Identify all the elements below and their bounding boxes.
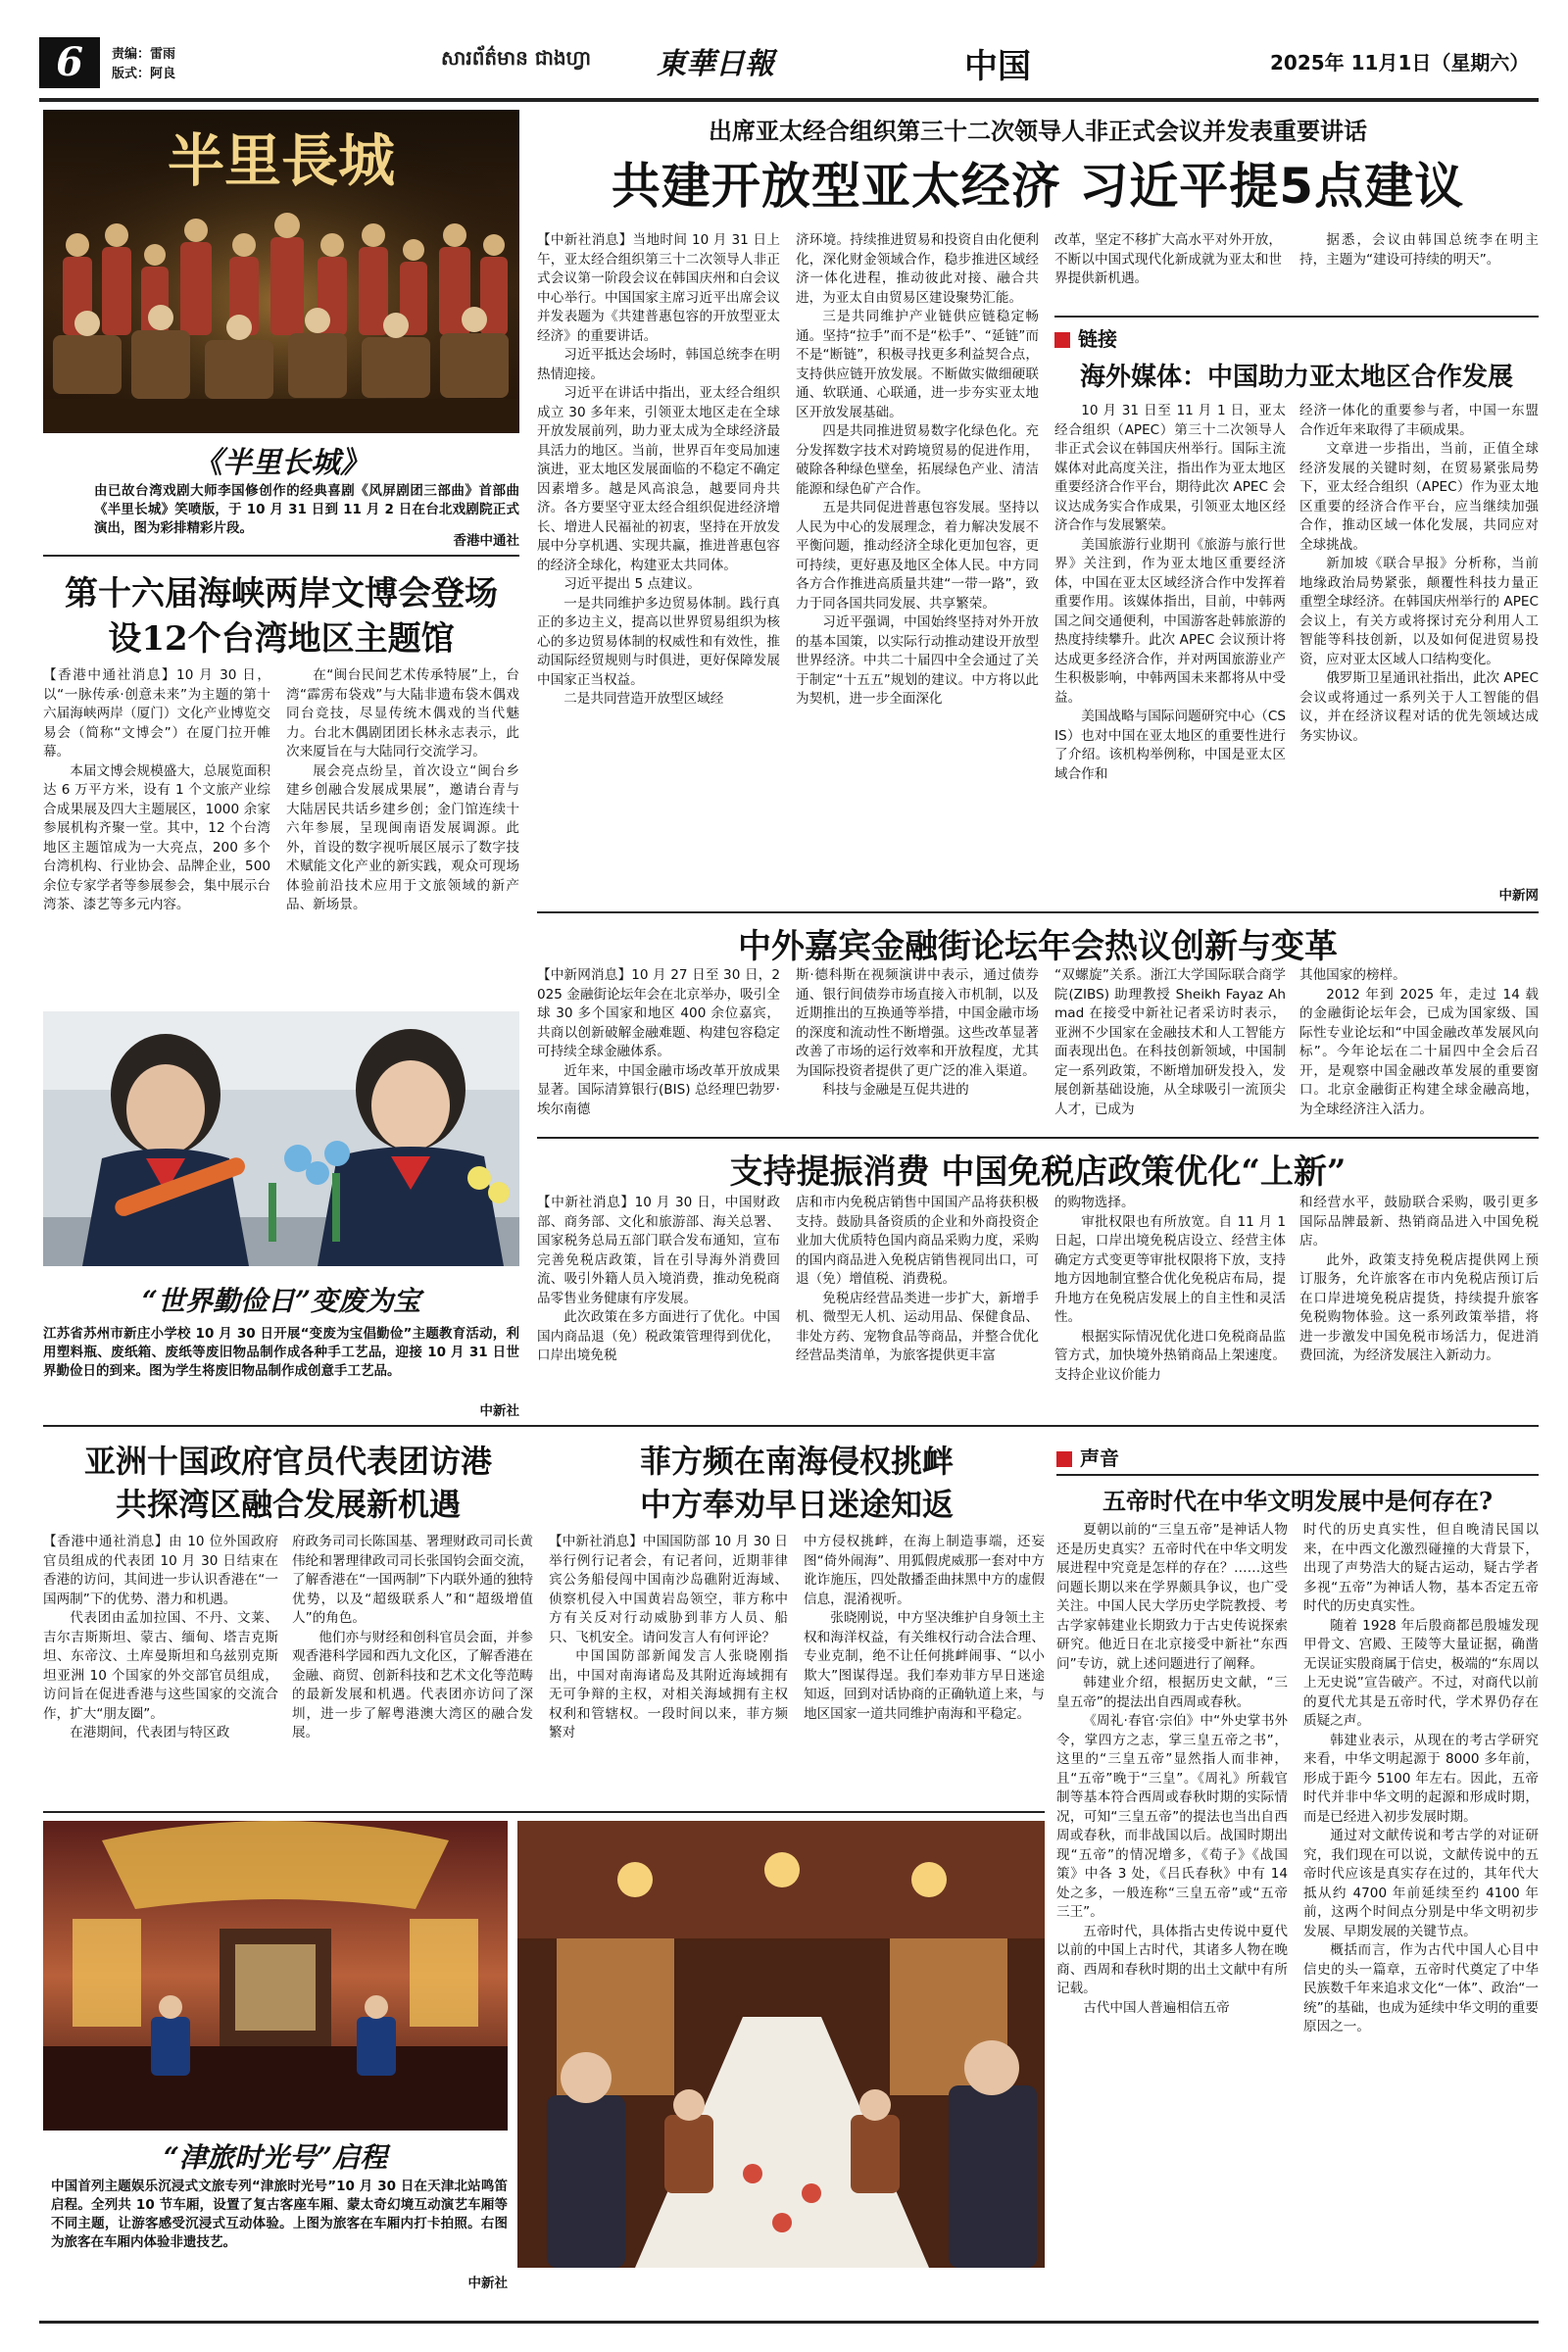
hk-column-1: 【香港中通社消息】由 10 位外国政府官员组成的代表团 10 月 30 日结束在香港的访问，其间进一步认识香港在“一国两制”下的优势、潜力和机遇。 代表团由孟加拉国、不丹、文莱、吉尔吉斯斯坦、蒙古、缅甸、塔吉克斯坦、东帝汶、土库曼斯坦和乌兹别克斯坦亚洲 10 个国家的外交部官员组成，访问旨在促进香港与这些国家的交流合作，扩大“朋友圈”。 在港期间，代表团与特区政 — [43, 1534, 278, 1740]
editor-line-1: 责编：雷雨 — [112, 47, 176, 62]
theatre-photo-title: 《半里长城》 — [193, 446, 369, 480]
philippines-headline-line2: 中方奉劝早日迷途知返 — [639, 1486, 954, 1523]
khmer-name: សារព័ត៌មាន ជាងហ្វា — [441, 46, 591, 70]
lead-headline: 共建开放型亚太经济 习近平提5点建议 — [611, 158, 1465, 215]
divider — [537, 1137, 1539, 1139]
editor-line-2: 版式：阿良 — [112, 67, 176, 81]
voice-column-1: 夏朝以前的“三皇五帝”是神话人物还是历史真实？五帝时代在中华文明发展进程中究竟是怎样的存在？……这些问题长期以来在学界颇具争议，也广受关注。中国人民大学历史学院教授、考古学家韩建业长期致力于古史传说探索研究。他近日在北京接受中新社“东西问”专访，就上述问题进行了阐释。 韩建业介绍，根据历史文献，“三皇五帝”的提法出自西周或春秋。 《周礼·春官·宗伯》中“外史掌书外令，掌四方之志，掌三皇五帝之书”，这里的“三皇五帝”显然指人而非神，且“五帝”晚于“三皇”。《周礼》所载官制等基本符合西周或春秋时期的实际情况，可知“三皇五帝”的提法也当出自西周或春秋，而非战国以后。战国时期出现“五帝”的情况增多，《荀子》《战国策》中各 3 处，《吕氏春秋》中有 14 处之多，一般连称“三皇五帝”或“五帝三王”。 五帝时代，具体指古史传说中夏代以前的中国上古时代，其诸多人物在晚商、西周和春秋时期的出土文献中有所记载。 古代中国人普遍相信五帝 — [1056, 1522, 1288, 2016]
expo-column-1: 【香港中通社消息】10 月 30 日，以“一脉传承·创意未来”为主题的第十六届海峡两岸（厦门）文化产业博览交易会（简称“文博会”）在厦门拉开帷幕。 本届文博会规模盛大，总展览面积达 6 万平方米，设有 1 个文旅产业综合成果展及四大主题展区，1000 余家参展机构齐聚一堂。其中，12 个台湾地区主题馆成为一大亮点，200 多个台湾机构、行业协会、品牌企业，500 余位专家学者等参展参会，集中展示台湾茶、漆艺等多元内容。 — [43, 667, 270, 912]
train-photo-caption: 中国首列主题娱乐沉浸式文旅专列“津旅时光号”10 月 30 日在天津北站鸣笛启程。全列共 10 节车厢，设置了复古客座车厢、蒙太奇幻境互动演艺车厢等不同主题，让游客感受沉浸式互动体验。上图为旅客在车厢内打卡拍照。右图为旅客在车厢内体验非遗技艺。 — [51, 2179, 508, 2250]
finance-column-1: 【中新网消息】10 月 27 日至 30 日，2025 金融街论坛年会在北京举办，吸引全球 30 多个国家和地区 400 余位嘉宾，共商以创新破解金融难题、构建包容稳定可持续全球金融体系。 近年来，中国金融市场改革开放成果显著。国际清算银行(BIS) 总经理巴勃罗·埃尔南德 — [537, 967, 780, 1117]
theatre-photo-credit: 香港中通社 — [453, 533, 519, 549]
philippines-column-1: 【中新社消息】中国国防部 10 月 30 日举行例行记者会，有记者问，近期菲律宾公务船侵闯中国南沙岛礁附近海域、侦察机侵入中国黄岩岛领空，菲方称中方有关反对行动威胁到菲方人员、船只、飞机安全。请问发言人有何评论？ 中国国防部新闻发言人张晓刚指出，中国对南海诸岛及其附近海域拥有无可争辩的主权，对相关海域拥有主权权利和管辖权。一段时间以来，菲方频繁对 — [549, 1534, 788, 1740]
link-column-2: 经济一体化的重要参与者，中国一东盟合作近年来取得了丰硕成果。 文章进一步指出，当前，正值全球经济发展的关键时刻，在贸易紧张局势下，亚太经合组织（APEC）作为亚太地区重要的经济合作平台，应当继续加强合作，推动区域一体化发展，共同应对全球挑战。 新加坡《联合早报》分析称，当前地缘政治局势紧张，颠覆性科技力量正重塑全球经济。在韩国庆州举行的 APEC 会议上，有关方或将探讨充分利用人工智能等科技创新，以及如何促进贸易投资，应对亚太区域人口结构变化。 俄罗斯卫星通讯社指出，此次 APEC 会议或将通过一系列关于人工智能的倡议，并在经济议程对话的优先领域达成务实协议。 — [1299, 403, 1539, 744]
students-photo-title: “世界勤俭日”变废为宝 — [141, 1285, 421, 1317]
expo-headline-line2: 设12个台湾地区主题馆 — [108, 619, 455, 659]
lead-column-1: 【中新社消息】当地时间 10 月 31 日上午，亚太经合组织第三十二次领导人非正式会议第一阶段会议在韩国庆州和白会议中心举行。中国国家主席习近平出席会议并发表题为《共建普惠包容的开放型亚太经济》的重要讲话。 习近平抵达会场时，韩国总统李在明热情迎接。 习近平在讲话中指出，亚太经合组织成立 30 多年来，引领亚太地区走在全球开放发展前列，助力亚太成为全球经济最具活力的地区。当前，世界百年变局加速演进，亚太地区发展面临的不稳定不确定因素增多。越是风高浪急，越要同舟共济。各方要坚守亚太经合组织促进经济增长、增进人民福祉的初衷，坚持在开放发展中分享机遇、实现共赢，推进普惠包容的经济全球化，构建亚太共同体。 习近平提出 5 点建议。 一是共同维护多边贸易体制。践行真正的多边主义，提高以世界贸易组织为核心的多边贸易体制的权威性和有效性，推动国际经贸规则与时俱进，更好保障发展中国家正当权益。 二是共同营造开放型区域经 — [537, 232, 780, 707]
divider — [537, 911, 1539, 913]
lead-column-4: 据悉，会议由韩国总统李在明主持，主题为“建设可持续的明天”。 — [1299, 232, 1539, 268]
dutyfree-column-4: 和经营水平，鼓励联合采购，吸引更多国际品牌最新、热销商品进入中国免税店。 此外，政策支持免税店提供网上预订服务，允许旅客在市内免税店预订后在口岸进境免税店提货，持续提升旅客免税购物体验。这一系列政策举措，将进一步激发中国免税市场活力，促进消费回流，为经济发展注入新动力。 — [1299, 1195, 1539, 1363]
finance-column-2: 斯·德科斯在视频演讲中表示，通过债券通、银行间债券市场直接入市机制，以及近期推出的互换通等举措，中国金融市场的深度和流动性不断增强。这些改革显著改善了市场的运行效率和开放程度，尤其为国际投资者提供了更广泛的准入渠道。 科技与金融是互促共进的 — [796, 967, 1039, 1098]
finance-column-4: 其他国家的榜样。 2012 年到 2025 年，走过 14 载的金融街论坛年会，已成为国家级、国际性专业论坛和“中国金融改革发展风向标”。今年论坛在二十届四中全会后召开，是观察中国金融改革发展的重要窗口。北京金融街正构建全球金融高地，为全球经济注入活力。 — [1299, 967, 1539, 1117]
students-photo-credit: 中新社 — [479, 1403, 519, 1419]
footer-rule — [39, 2321, 1539, 2324]
section-marker-icon — [1056, 1451, 1072, 1467]
philippines-column-2: 中方侵权挑衅，在海上制造事端，还妄图“倚外闹海”、用狐假虎威那一套对中方讹诈施压，四处散播歪曲抹黑中方的虚假信息，混淆视听。 张晓刚说，中方坚决维护自身领土主权和海洋权益，有关维权行动合法合理、专业克制，绝不让任何挑衅闹事、“以小欺大”图谋得逞。我们奉劝菲方早日迷途知返，回到对话协商的正确轨道上来，与地区国家一道共同维护南海和平稳定。 — [804, 1534, 1045, 1722]
lead-column-3: 改革，坚定不移扩大高水平对外开放，不断以中国式现代化新成就为亚太和世界提供新机遇。 — [1054, 232, 1282, 286]
train-photo-title: “津旅时光号”启程 — [163, 2141, 388, 2174]
dutyfree-column-2: 店和市内免税店销售中国国产品将获积极支持。鼓励具备资质的企业和外商投资企业加大优质特色国内商品采购力度，采购的国内商品进入免税店销售视同出口，可退（免）增值税、消费税。 免税店经营品类进一步扩大，新增手机、微型无人机、运动用品、保健食品、非处方药、宠物食品等商品，并整合优化经营品类清单，为旅客提供更丰富 — [796, 1195, 1039, 1363]
dutyfree-column-1: 【中新社消息】10 月 30 日，中国财政部、商务部、文化和旅游部、海关总署、国家税务总局五部门联合发布通知，宣布完善免税店政策，旨在引导海外消费回流、吸引外籍人员入境消费，推动免税商品零售业务健康有序发展。 此次政策在多方面进行了优化。中国国内商品退（免）税政策管理得到优化，口岸出境免税 — [537, 1195, 780, 1363]
theatre-photo — [43, 110, 519, 433]
hk-headline-line2: 共探湾区融合发展新机遇 — [115, 1486, 461, 1523]
lead-kicker: 出席亚太经合组织第三十二次领导人非正式会议并发表重要讲话 — [709, 118, 1367, 145]
train-photo-left — [43, 1821, 508, 2131]
voice-column-2: 时代的历史真实性，但自晚清民国以来，在中西文化激烈碰撞的大背景下，出现了声势浩大的疑古运动，疑古学者多视“五帝”为神话人物，基本否定五帝时代的历史真实性。 随着 1928 年后殷商都邑殷墟发现甲骨文、宫殿、王陵等大量证据，确凿无误证实殷商属于信史，极端的“东周以上无史说”宣告破产。不过，对商代以前的夏代尤其是五帝时代，学术界仍存在质疑之声。 韩建业表示，从现在的考古学研究来看，中华文明起源于 8000 多年前，形成于距今 5100 年左右。因此，五帝时代并非中华文明的起源和形成时期，而是已经进入初步发展时期。 通过对文献传说和考古学的对证研究，我们现在可以说，文献传说中的五帝时代应该是真实存在过的，其年代大抵从约 4700 年前延续至约 4100 年前，这两个时间点分别是中华文明初步发展、早期发展的关键节点。 概括而言，作为古代中国人心目中信史的头一篇章，五帝时代奠定了中华民族数千年来追求文化“一体”、政治“一统”的基础，也成为延续中华文明的重要原因之一。 — [1303, 1522, 1539, 2034]
divider — [43, 555, 519, 557]
expo-column-2: 在“闽台民间艺术传承特展”上，台湾“霹雳布袋戏”与大陆非遗布袋木偶戏同台竞技，尽显传统木偶戏的当代魅力。台北木偶剧团团长林永志表示，此次来厦旨在与大陆同行交流学习。 展会亮点纷呈，首次设立“闽台乡建乡创融合发展成果展”，邀请台青与大陆居民共话乡建乡创；金门馆连续十六年参展，呈现闽南语发展调源。此外，首设的数字视听展区展示了数字技术赋能文化产业的新实践，观众可现场体验前沿技术应用于文旅领域的新产品、新场景。 — [286, 667, 519, 912]
finance-column-3: “双螺旋”关系。浙江大学国际联合商学院(ZIBS) 助理教授 Sheikh Fayaz Ahmad 在接受中新社记者采访时表示，亚洲不少国家在金融技术和人工智能方面表现出色。在科技创新领域，中国制定一系列政策，不断增加研发投入，发展创新基础设施，从全球吸引一流顶尖人才，已成为 — [1054, 967, 1286, 1117]
stage-sign: 半里長城 — [167, 127, 396, 194]
dutyfree-column-3: 的购物选择。 审批权限也有所放宽。自 11 月 1 日起，口岸出境免税店设立、经营主体确定方式变更等审批权限将下放，支持地方因地制宜整合优化免税店布局，提升地方在免税店发展上的自主性和灵活性。 根据实际情况优化进口免税商品监管方式，加快境外热销商品上架速度。支持企业议价能力 — [1054, 1195, 1286, 1383]
divider — [43, 1425, 1539, 1427]
voice-section-label: 声音 — [1056, 1439, 1539, 1471]
theatre-photo-caption: 由已故台湾戏剧大师李国修创作的经典喜剧《风屏剧团三部曲》首部曲《半里长城》笑喷版，于 10 月 31 日到 11 月 2 日在台北戏剧院正式演出，图为彩排精彩片段。 — [94, 483, 519, 536]
masthead-rule — [39, 98, 1539, 102]
date: 2025年 11月1日（星期六） — [1270, 51, 1530, 74]
lead-column-2: 济环境。持续推进贸易和投资自由化便利化，深化财金领域合作，稳步推进区域经济一体化进程，推动彼此对接、融合共进，为亚太自由贸易区建设聚势汇能。 三是共同维护产业链供应链稳定畅通。坚持“拉手”而不是“松手”、“延链”而不是“断链”，积极寻找更多利益契合点，支持供应链开放发展。不断做实做细硬联通、软联通、心联通，进一步夯实亚太地区开放发展基础。 四是共同推进贸易数字化绿色化。充分发挥数字技术对跨境贸易的促进作用，破除各种绿色壁垒，拓展绿色产业、清洁能源和绿色矿产合作。 五是共同促进普惠包容发展。坚持以人民为中心的发展理念，着力解决发展不平衡问题，推动经济全球化更加包容，更可持续，更好惠及地区全体人民。中方同各方合作推进高质量共建“一带一路”，致力于同各国共同发展、共享繁荣。 习近平强调，中国始终坚持对外开放的基本国策，以实际行动推动建设开放型世界经济。中共二十届四中全会通过了关于制定“十五五”规划的建议。中方将以此为契机，进一步全面深化 — [796, 232, 1039, 707]
section-marker-icon — [1054, 332, 1070, 348]
page-number: 6 — [39, 37, 100, 88]
train-photo-right — [517, 1821, 1045, 2268]
divider — [43, 1811, 1045, 1813]
students-photo — [43, 1011, 519, 1266]
dutyfree-headline: 支持提振消费 中国免税店政策优化“上新” — [729, 1152, 1347, 1192]
expo-headline-line1: 第十六届海峡两岸文博会登场 — [65, 574, 498, 613]
paper-name: 東華日報 — [657, 47, 774, 81]
students-photo-caption: 江苏省苏州市新庄小学校 10 月 30 日开展“变废为宝倡勤俭”主题教育活动，利用塑料瓶、废纸箱、废纸等废旧物品制作成各种手工艺品，迎接 10 月 31 日世界勤俭日的到来。图为学生将废旧物品制作成创意手工艺品。 — [43, 1326, 519, 1379]
hk-headline-line1: 亚洲十国政府官员代表团访港 — [83, 1443, 492, 1480]
masthead — [39, 37, 1539, 96]
train-photo-credit: 中新社 — [467, 2276, 508, 2291]
link-section-label: 链接 — [1054, 316, 1539, 352]
link-headline: 海外媒体：中国助力亚太地区合作发展 — [1079, 363, 1513, 392]
section-name: 中国 — [964, 47, 1031, 86]
link-column-1: 10 月 31 日至 11 月 1 日，亚太经合组织（APEC）第三十二次领导人非正式会议在韩国庆州举行。国际主流媒体对此高度关注，指出作为亚太地区重要经济合作平台，期待此次 APEC 会议达成务实合作成果，引领亚太地区经济合作与发展繁荣。 美国旅游行业期刊《旅游与旅行世界》关注到，作为亚太地区重要经济体，中国在亚太区域经济合作中发挥着重要作用。该媒体指出，目前，中韩两国之间交通便利，中国游客赴韩旅游的热度持续攀升。此次 APEC 会议预计将达成更多经济合作，并对两国旅游业产生积极影响，中韩两国未来都将从中受益。 美国战略与国际问题研究中心（CSIS）也对中国在亚太地区的重要性进行了介绍。该机构举例称，中国是亚太区域合作和 — [1054, 403, 1286, 782]
divider — [1056, 1474, 1539, 1476]
finance-headline: 中外嘉宾金融街论坛年会热议创新与变革 — [738, 927, 1338, 966]
philippines-headline-line1: 菲方频在南海侵权挑衅 — [639, 1443, 954, 1480]
hk-column-2: 府政务司司长陈国基、署理财政司司长黄伟纶和署理律政司司长张国钧会面交流，了解香港在“一国两制”下内联外通的独特优势，以及“超级联系人”和“超级增值人”的角色。 他们亦与财经和创科官员会面，并参观香港科学园和西九文化区，了解香港在金融、商贸、创新科技和艺术文化等范畴的最新发展和机遇。代表团亦访问了深圳，进一步了解粤港澳大湾区的融合发展。 — [292, 1534, 533, 1740]
link-credit: 中新网 — [1498, 888, 1539, 904]
voice-headline: 五帝时代在中华文明发展中是何存在? — [1102, 1487, 1494, 1515]
